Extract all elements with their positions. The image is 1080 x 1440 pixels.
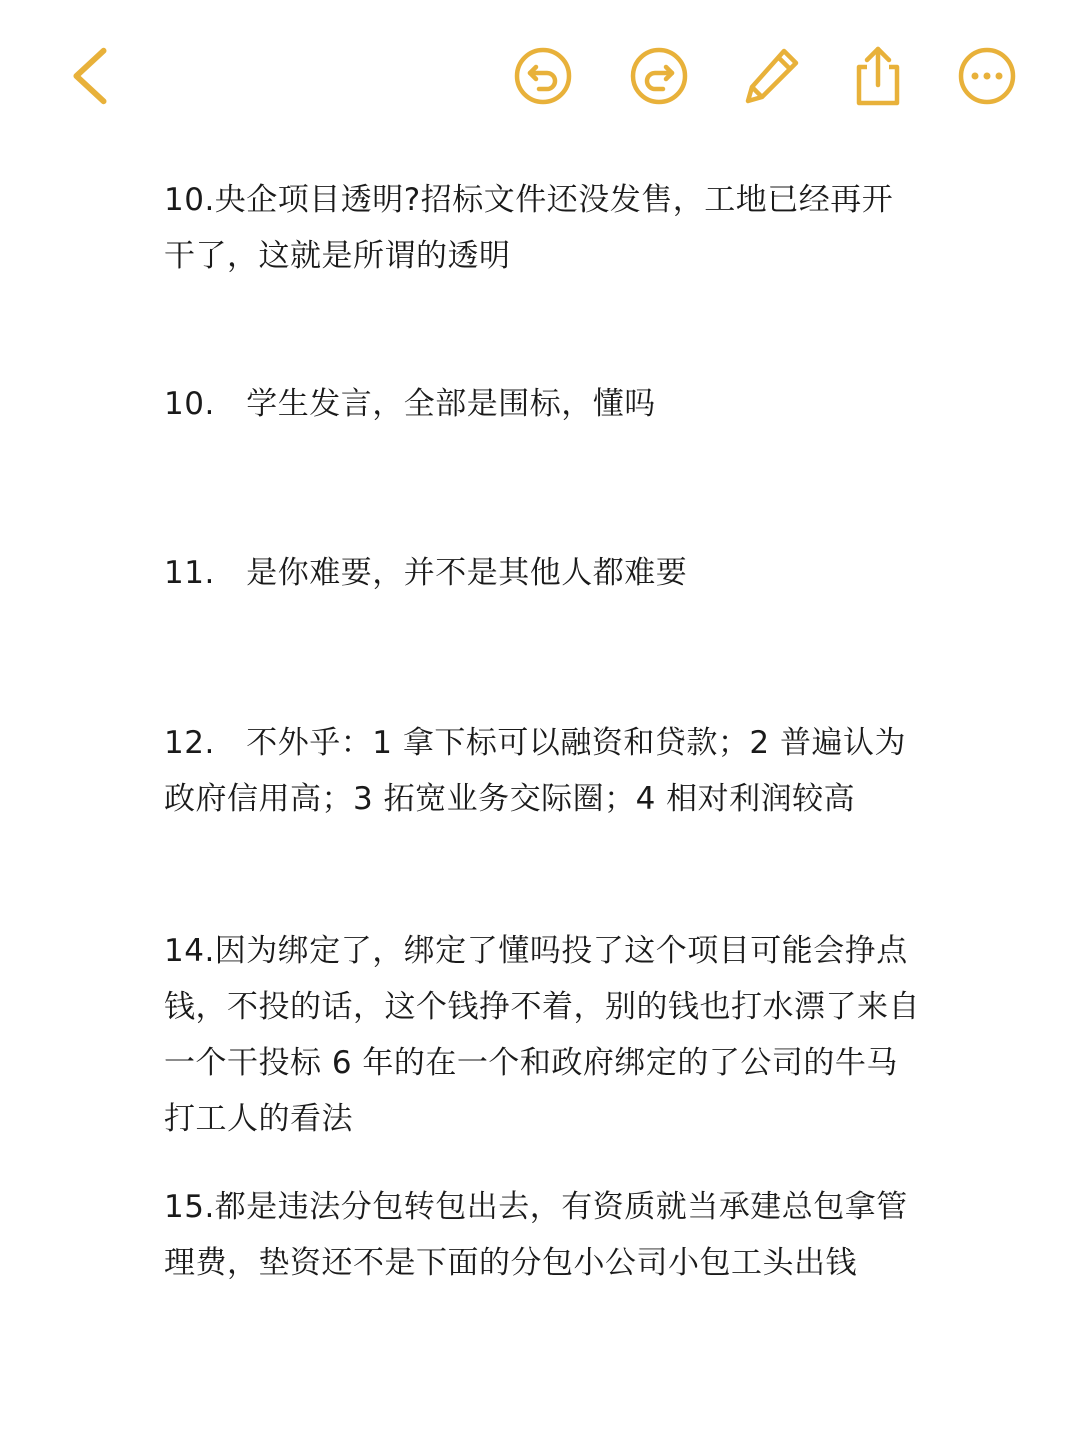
undo-icon xyxy=(508,41,578,111)
chevron-left-icon xyxy=(54,41,124,111)
redo-button[interactable] xyxy=(624,41,694,111)
note-paragraph: 14.因为绑定了，绑定了懂吗投了这个项目可能会挣点钱，不投的话，这个钱挣不着，别的钱也打水漂了来自一个干投标 6 年的在一个和政府绑定的了公司的牛马打工人的看法 xyxy=(164,933,920,1137)
note-paragraph: 11. 是你难要，并不是其他人都难要 xyxy=(164,555,688,591)
more-button[interactable] xyxy=(952,41,1022,111)
undo-button[interactable] xyxy=(508,41,578,111)
note-toolbar xyxy=(0,0,1080,150)
note-paragraph: 12. 不外乎：1 拿下标可以融资和贷款；2 普遍认为政府信用高；3 拓宽业务交际圈；4 相对利润较高 xyxy=(164,725,906,817)
back-button[interactable] xyxy=(54,40,124,112)
redo-icon xyxy=(624,41,694,111)
note-paragraph: 10.央企项目透明?招标文件还没发售，工地已经再开干了，这就是所谓的透明 xyxy=(164,182,894,274)
pencil-icon xyxy=(738,41,808,111)
edit-button[interactable] xyxy=(738,41,808,111)
note-paragraph: 10. 学生发言，全部是围标，懂吗 xyxy=(164,386,656,422)
more-icon xyxy=(952,41,1022,111)
share-icon xyxy=(843,41,913,111)
note-paragraph: 15.都是违法分包转包出去，有资质就当承建总包拿管理费，垫资还不是下面的分包小公司小包工头出钱 xyxy=(164,1189,908,1281)
share-button[interactable] xyxy=(843,41,913,111)
